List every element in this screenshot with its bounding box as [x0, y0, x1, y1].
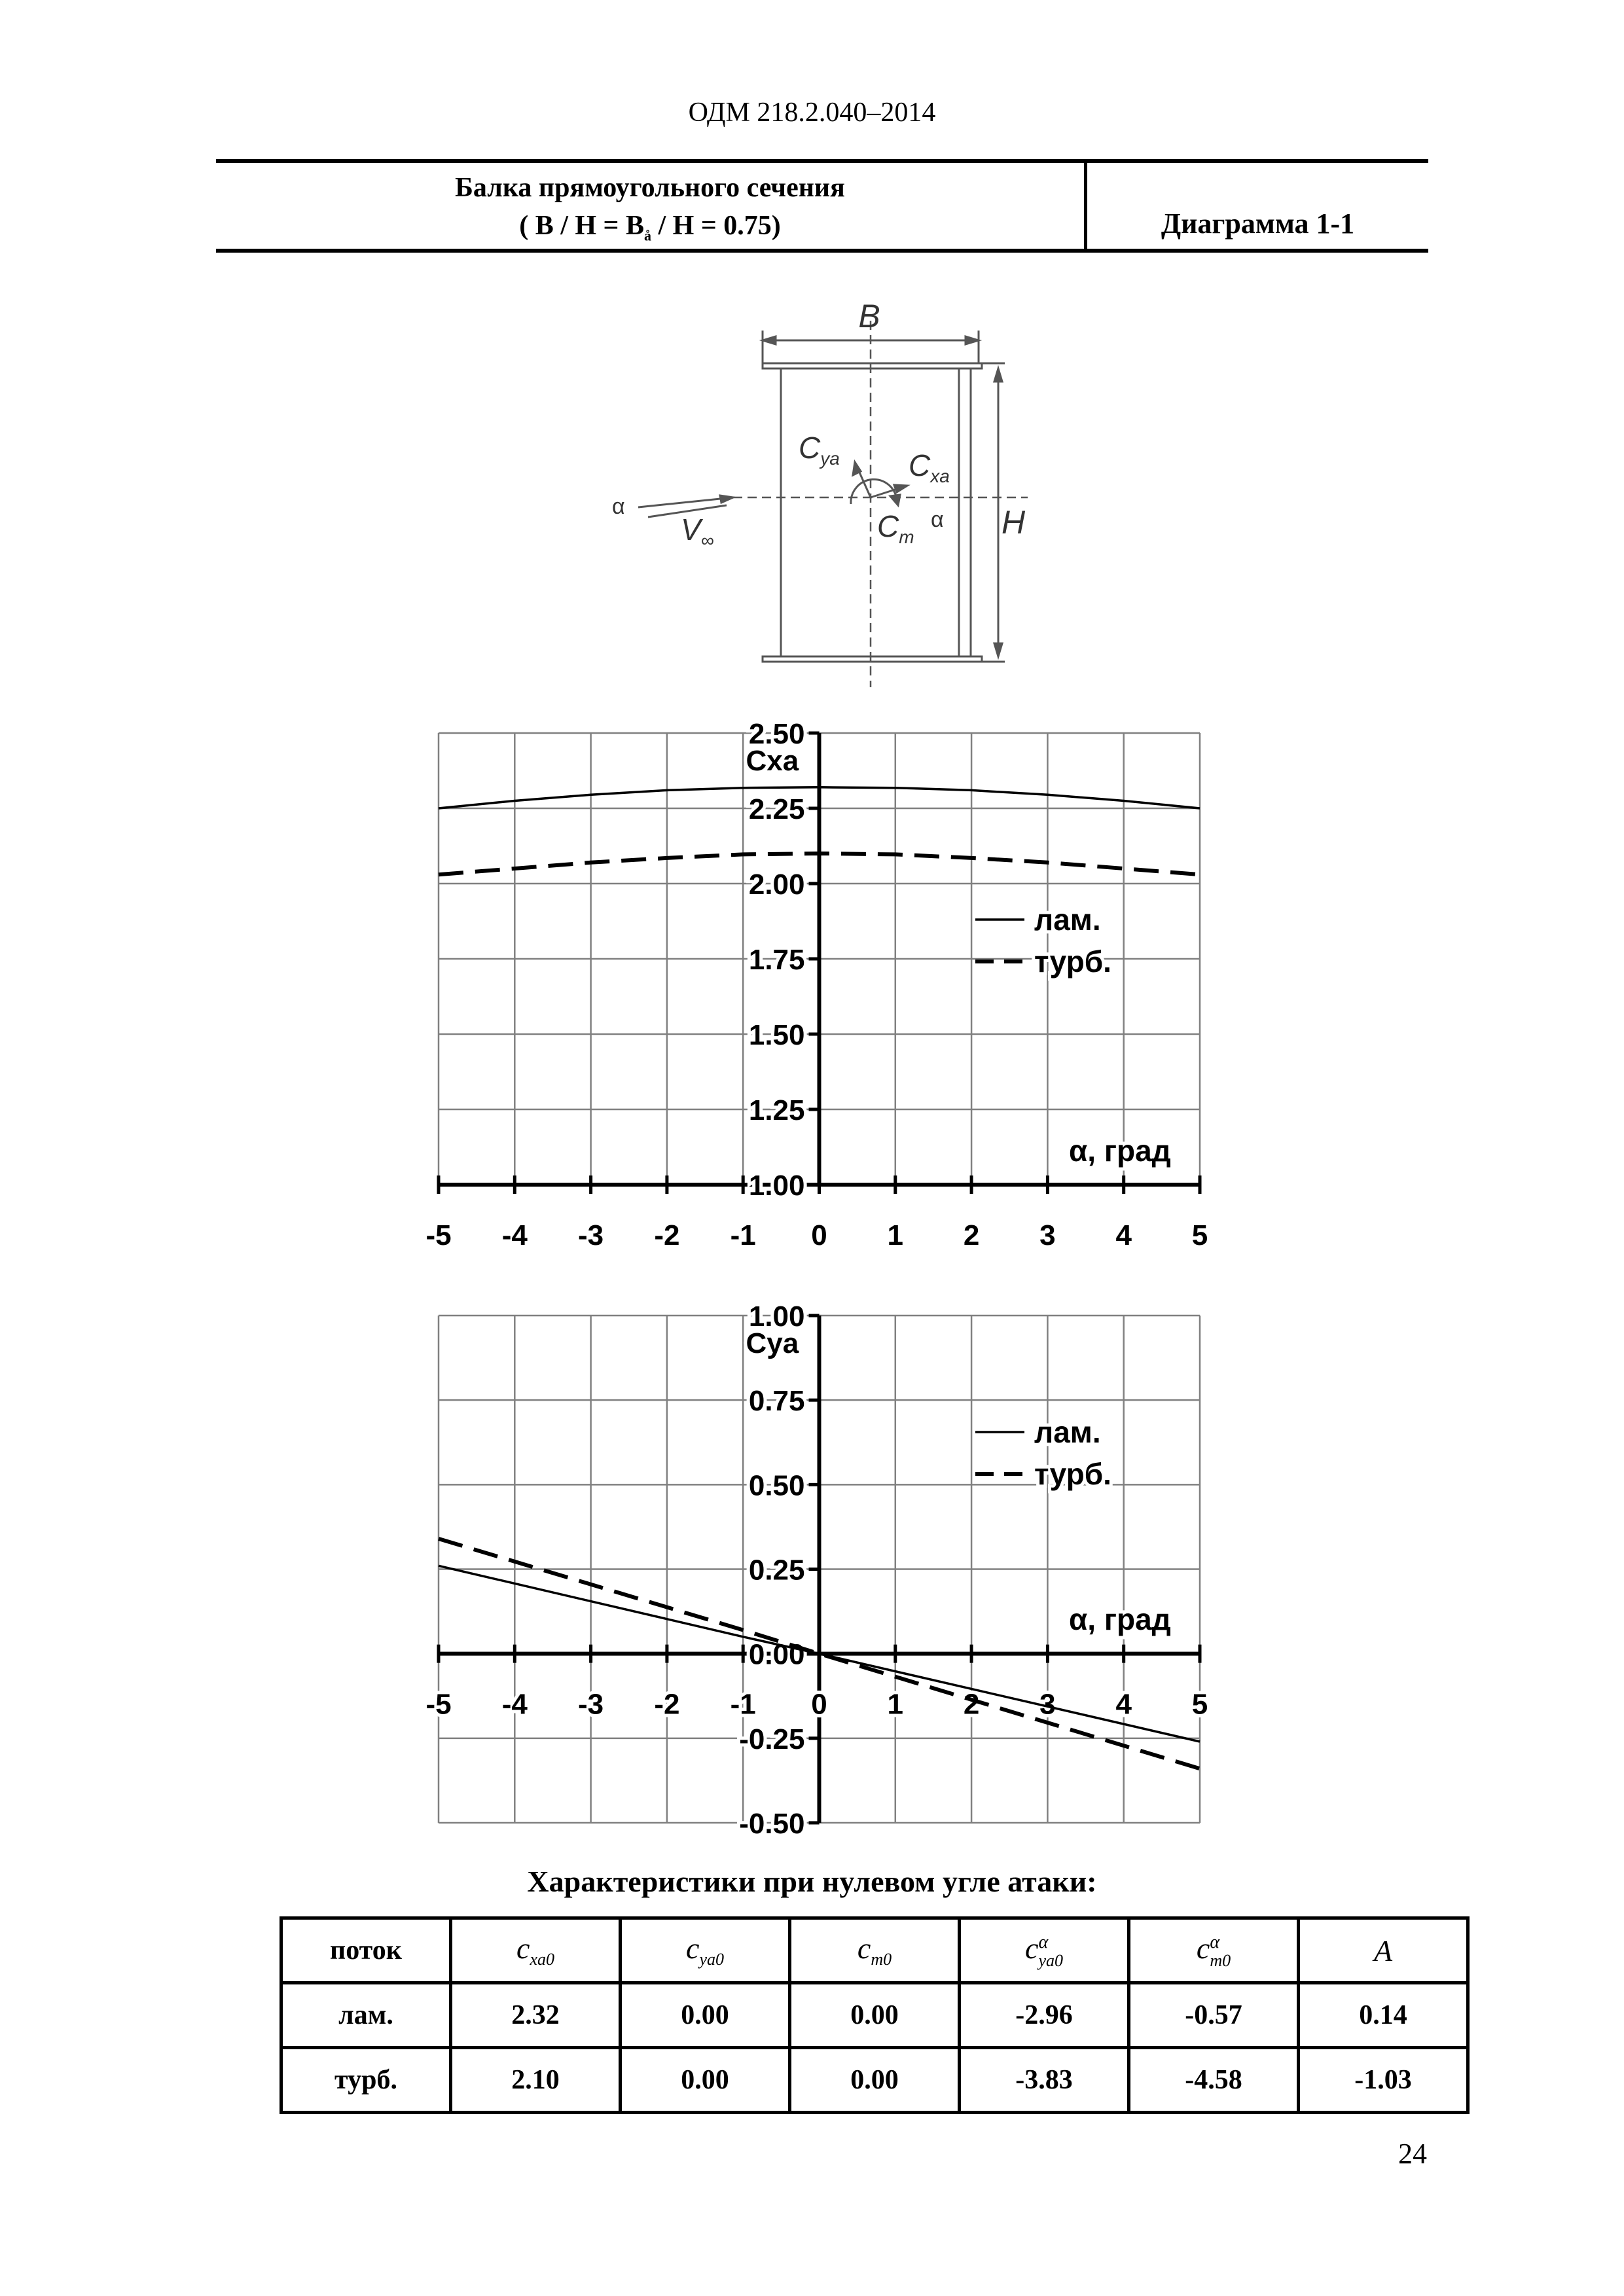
table-header-cell: $c_{xa0}$ — [451, 1918, 621, 1983]
document-number: ОДМ 218.2.040–2014 — [688, 98, 936, 128]
x-tick-label: 0 — [811, 1688, 827, 1721]
x-tick-label: -3 — [578, 1219, 604, 1251]
x-axis-label: α, град — [1069, 1134, 1171, 1168]
y-tick-label: 2.50 — [748, 718, 805, 750]
table-header-cell: c α ya0 — [960, 1918, 1129, 1983]
label-vinf: $V_\infty$ — [681, 512, 714, 550]
legend-label: лам. — [1034, 903, 1101, 937]
label-alpha-flow: α — [612, 494, 625, 519]
x-tick-label: 5 — [1191, 1219, 1208, 1251]
x-tick-label: 3 — [1039, 1688, 1056, 1721]
x-tick-label: -2 — [654, 1219, 680, 1251]
label-cxa: $C_{xa}$ — [909, 448, 950, 486]
page-number: 24 — [1398, 2138, 1427, 2170]
label-b: B — [858, 298, 880, 334]
x-axis-label: α, град — [1069, 1602, 1171, 1636]
table-cell: 0.00 — [790, 1983, 960, 2048]
characteristics-table — [280, 1916, 1470, 2114]
x-tick-label: 1 — [887, 1688, 904, 1721]
label-cya: $C_{ya}$ — [799, 431, 840, 469]
table-cell: 0.00 — [621, 2048, 790, 2113]
y-tick-label: 2.25 — [748, 793, 805, 825]
x-tick-label: -3 — [578, 1688, 604, 1721]
x-tick-label: 4 — [1115, 1219, 1132, 1251]
y-tick-label: -0.50 — [739, 1808, 805, 1840]
table-cell: турб. — [281, 2048, 451, 2113]
title-line-2: ( $B / H = B_å / H = 0.75$) — [519, 211, 781, 244]
x-tick-label: -2 — [654, 1688, 680, 1721]
table-header-row — [281, 1918, 1468, 1983]
x-tick-label: 4 — [1115, 1688, 1132, 1721]
x-tick-label: -1 — [730, 1688, 756, 1721]
label-h: H — [1001, 504, 1026, 541]
legend-label: турб. — [1034, 944, 1111, 978]
x-tick-label: 5 — [1191, 1688, 1208, 1721]
x-tick-label: 1 — [887, 1219, 904, 1251]
table-row — [281, 1983, 1468, 2048]
table-cell: -1.03 — [1299, 2048, 1468, 2113]
table-cell: 0.00 — [790, 2048, 960, 2113]
x-tick-label: 2 — [963, 1219, 980, 1251]
y-axis-label: Cya — [746, 1327, 799, 1359]
table-row — [281, 2048, 1468, 2113]
y-tick-label: 1.50 — [748, 1019, 805, 1051]
table-header-cell: c α m0 — [1129, 1918, 1299, 1983]
x-tick-label: -1 — [730, 1219, 756, 1251]
table-cell: -3.83 — [960, 2048, 1129, 2113]
label-alpha-moment: α — [931, 507, 944, 532]
legend-label: лам. — [1034, 1415, 1101, 1449]
table-cell: -2.96 — [960, 1983, 1129, 2048]
table-header-cell: A — [1299, 1918, 1468, 1983]
table-cell: лам. — [281, 1983, 451, 2048]
table-cell: 0.14 — [1299, 1983, 1468, 2048]
table-caption: Характеристики при нулевом угле атаки: — [527, 1865, 1097, 1898]
table-cell: -4.58 — [1129, 2048, 1299, 2113]
label-cm: $C_m$ — [877, 509, 914, 547]
legend-label: турб. — [1034, 1457, 1111, 1491]
x-tick-label: -5 — [425, 1688, 452, 1721]
table-cell: -0.57 — [1129, 1983, 1299, 2048]
y-tick-label: 0.00 — [748, 1638, 805, 1671]
y-tick-label: 1.75 — [748, 944, 805, 976]
y-tick-label: 1.00 — [748, 1170, 805, 1202]
y-tick-label: 1.25 — [748, 1094, 805, 1126]
table-header-cell: $c_{m0}$ — [790, 1918, 960, 1983]
diagram-label: Диаграмма 1-1 — [1161, 207, 1355, 240]
title-line-1: Балка прямоугольного сечения — [455, 173, 845, 203]
table-header-cell: $c_{ya0}$ — [621, 1918, 790, 1983]
x-tick-label: -4 — [501, 1688, 528, 1721]
y-tick-label: 0.75 — [748, 1385, 805, 1418]
x-tick-label: -4 — [501, 1219, 528, 1251]
y-tick-label: 1.00 — [748, 1300, 805, 1333]
y-tick-label: 2.00 — [748, 869, 805, 901]
y-tick-label: 0.25 — [748, 1554, 805, 1587]
y-tick-label: -0.25 — [739, 1723, 805, 1755]
table-cell: 0.00 — [621, 1983, 790, 2048]
x-tick-label: -5 — [425, 1219, 452, 1251]
x-tick-label: 3 — [1039, 1219, 1056, 1251]
x-tick-label: 0 — [811, 1219, 827, 1251]
y-tick-label: 0.50 — [748, 1469, 805, 1502]
table-cell: 2.32 — [451, 1983, 621, 2048]
table-header-cell: поток — [281, 1918, 451, 1983]
y-axis-label: Cxa — [746, 745, 799, 777]
x-tick-label: 2 — [963, 1688, 980, 1721]
table-cell: 2.10 — [451, 2048, 621, 2113]
